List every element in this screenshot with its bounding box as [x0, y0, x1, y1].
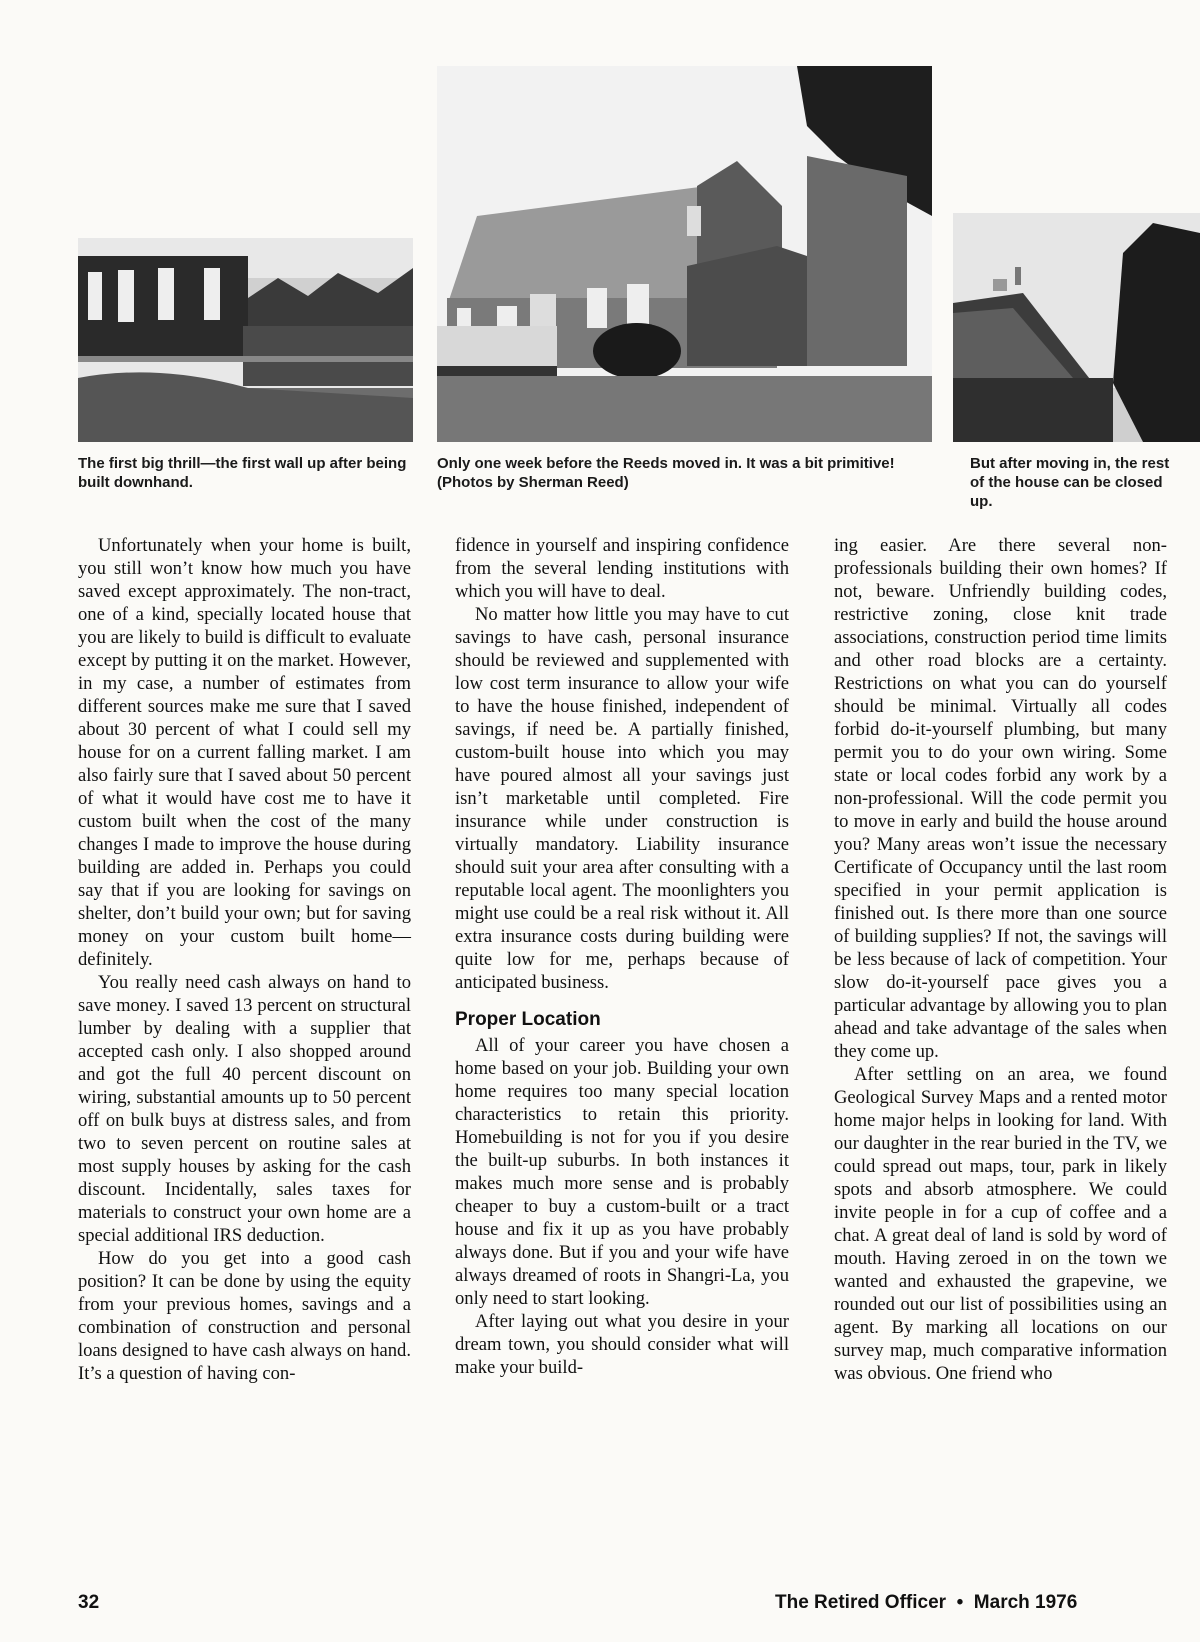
- article-column-1: [78, 534, 411, 1385]
- section-heading: Proper Location: [455, 1009, 601, 1030]
- photo-roof-closed-up: [953, 213, 1200, 442]
- photo-house-one-week-before: [437, 66, 932, 442]
- paragraph: Unfortunately when your home is built, you still won’t know how much you have saved except approximately. The non-tract, one of a kind, specially located house that you are likely to build is difficult to evaluate except by putting it on the market. However, in my case, a number of estimates from different sources make me sure that I saved about 30 percent of what I could sell my house for on a current falling market. I am also fairly sure that I saved about 50 percent of what it would have cost me to have it custom built when the cost of the many changes I made to improve the house during building are added in. Perhaps you could say that if you are looking for savings on shelter, don’t build your own; but for saving money on your custom built home—definitely.: [78, 535, 411, 970]
- paragraph: ing easier. Are there several nonprofessionals building their own homes? If not, beware. Unfriendly building codes, restrictive zoning, close knit trade associations, construction period time limits and other road blocks are a certainty. Restrictions on what you can do yourself should be minimal. Virtually all codes forbid do-it-yourself plumbing, but many permit you to do your own wiring. Some state or local codes forbid any work by a non-professional. Will the code permit you to move in early and build the house around you? Many areas won’t issue the necessary Certificate of Occupancy until the last room specified in your permit application is finished out. Is there more than one source of building supplies? If not, the savings will be less because of lack of competition. Your slow do-it-yourself pace gives you a particular advantage by allowing you to plan ahead and take advantage of the sales when they come up.: [834, 535, 1167, 1062]
- publication-footer: The Retired Officer • March 1976: [775, 1592, 1078, 1613]
- paragraph: How do you get into a good cash position? It can be done by using the equity from your previous homes, savings and a combination of construction and personal loans designed to have cash always on hand. It’s a question of having con-: [78, 1248, 411, 1384]
- article-column-2: [455, 534, 789, 1379]
- page-number: 32: [78, 1592, 100, 1613]
- paragraph: fidence in yourself and inspiring confidence from the several lending institutions with which you will have to deal.: [455, 535, 789, 602]
- caption-photo-1: The first big thrill—the first wall up after being built downhand.: [78, 455, 407, 491]
- photo-first-wall: [78, 238, 413, 442]
- paragraph: You really need cash always on hand to save money. I saved 13 percent on structural lumber by dealing with a supplier that accepted cash only. I also shopped around and got the full 40 percent discount on wiring, substantial amounts up to 50 percent off on bulk buys at distress sales, and from two to seven percent on routine sales at most supply houses by asking for the cash discount. Incidentally, sales taxes for materials to construct your own home are a special additional IRS deduction.: [78, 972, 411, 1246]
- paragraph: All of your career you have chosen a home based on your job. Building your own home requires too many special location characteristics to retain this priority. Homebuilding is not for you if you desire the built-up suburbs. In both instances it makes much more sense and is probably cheaper to buy a custom-built or a tract house and fix it up as you have probably always done. But if you and your wife have always dreamed of roots in Shangri-La, you only need to start looking.: [455, 1035, 789, 1309]
- article-column-3: [834, 534, 1167, 1385]
- paragraph: After laying out what you desire in your dream town, you should consider what will make your build-: [455, 1311, 789, 1378]
- paragraph: After settling on an area, we found Geological Survey Maps and a rented motor home major helps in looking for land. With our daughter in the rear buried in the TV, we could spread out maps, tour, park in likely spots and absorb atmosphere. We could invite people in for a cup of coffee and a chat. A great deal of land is sold by word of mouth. Having zeroed in on the town we wanted and exhausted the grapevine, we rounded out our list of possibilities using an agent. By marking all locations on our survey map, much comparative information was obvious. One friend who: [834, 1064, 1167, 1384]
- paragraph: No matter how little you may have to cut savings to have cash, personal insurance should be reviewed and supplemented with low cost term insurance to allow your wife to have the house finished, independent of savings, if need be. A partially finished, custom-built house into which you may have poured almost all your savings just isn’t marketable until completed. Fire insurance while under construction is virtually mandatory. Liability insurance should suit your area after consulting with a reputable local agent. The moonlighters you might use could be a real risk without it. All extra insurance costs during building were quite low for me, perhaps because of anticipated business.: [455, 604, 789, 993]
- caption-photo-3: But after moving in, the rest of the house can be closed up.: [970, 455, 1170, 510]
- caption-photo-2: Only one week before the Reeds moved in. It was a bit primitive! (Photos by Sherman Reed): [437, 455, 895, 491]
